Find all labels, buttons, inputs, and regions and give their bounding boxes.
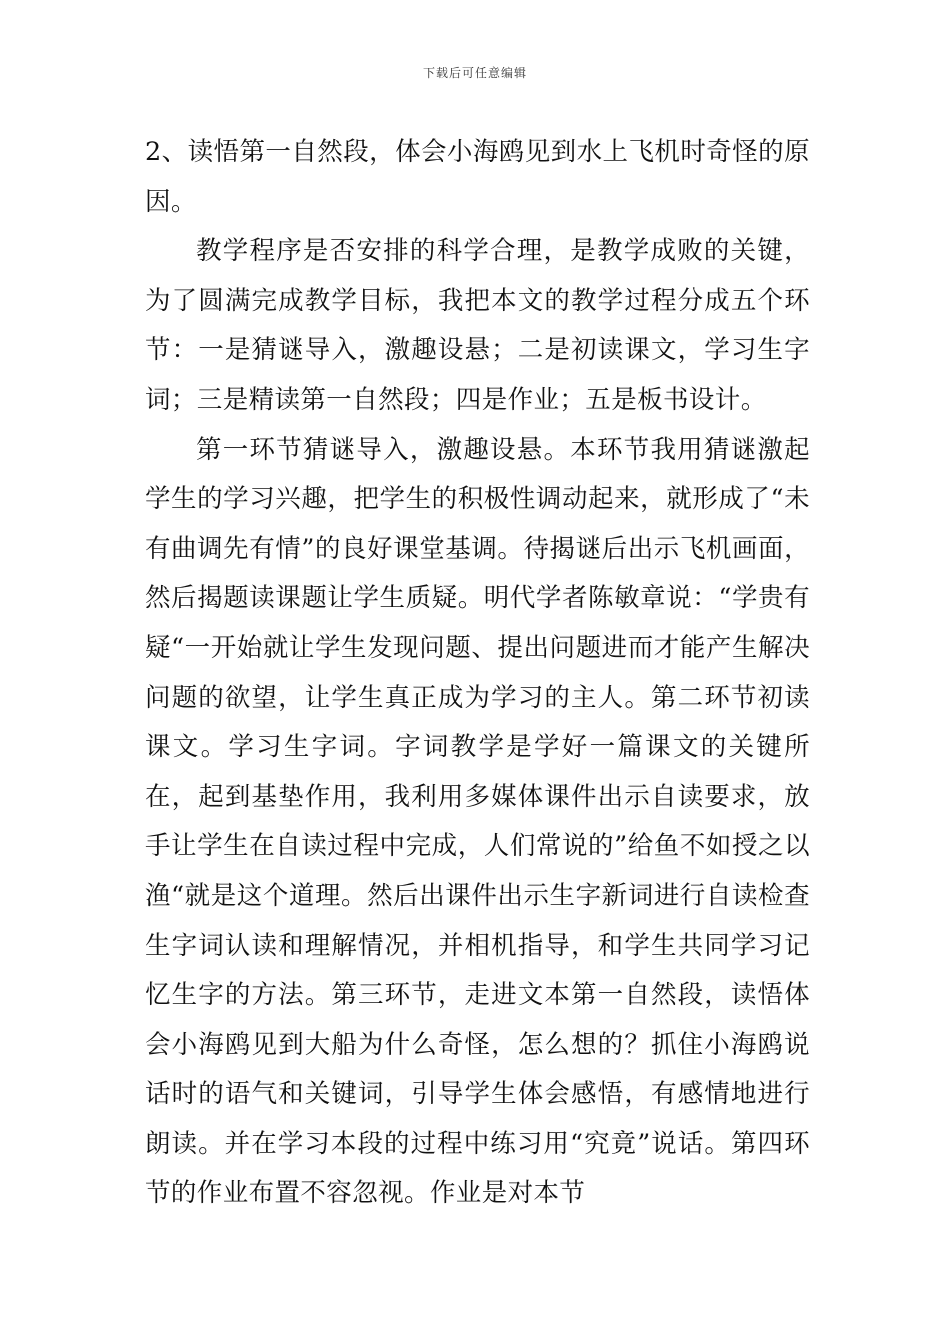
document-body [145,128,810,1219]
paragraph-steps: 第一环节猜谜导入，激趣设悬。本环节我用猜谜激起学生的学习兴趣，把学生的积极性调动起来，就形成了“未有曲调先有情”的良好课堂基调。待揭谜后出示飞机画面，然后揭题读课题让学生质疑。明代学者陈敏章说：“学贵有疑“一开始就让学生发现问题、提出问题进而才能产生解决问题的欲望，让学生真正成为学习的主人。第二环节初读课文。学习生字词。字词教学是学好一篇课文的关键所在，起到基垫作用，我利用多媒体课件出示自读要求，放手让学生在自读过程中完成，人们常说的”给鱼不如授之以渔“就是这个道理。然后出课件出示生字新词进行自读检查生字词认读和理解情况，并相机指导，和学生共同学习记忆生字的方法。第三环节，走进文本第一自然段，读悟体会小海鸥见到大船为什么奇怪，怎么想的？抓住小海鸥说话时的语气和关键词，引导学生体会感悟，有感情地进行朗读。并在学习本段的过程中练习用“究竟”说话。第四环节的作业布置不容忽视。作业是对本节 [145,434,810,1209]
paragraph-procedure: 教学程序是否安排的科学合理，是教学成败的关键，为了圆满完成教学目标，我把本文的教学过程分成五个环节：一是猜谜导入，激趣设悬；二是初读课文，学习生字词；三是精读第一自然段；四是作业；五是板书设计。 [145,236,810,415]
paragraph-objective: 2、读悟第一自然段，体会小海鸥见到水上飞机时奇怪的原因。 [145,137,810,217]
page-header: 下载后可任意编辑 [422,66,527,80]
